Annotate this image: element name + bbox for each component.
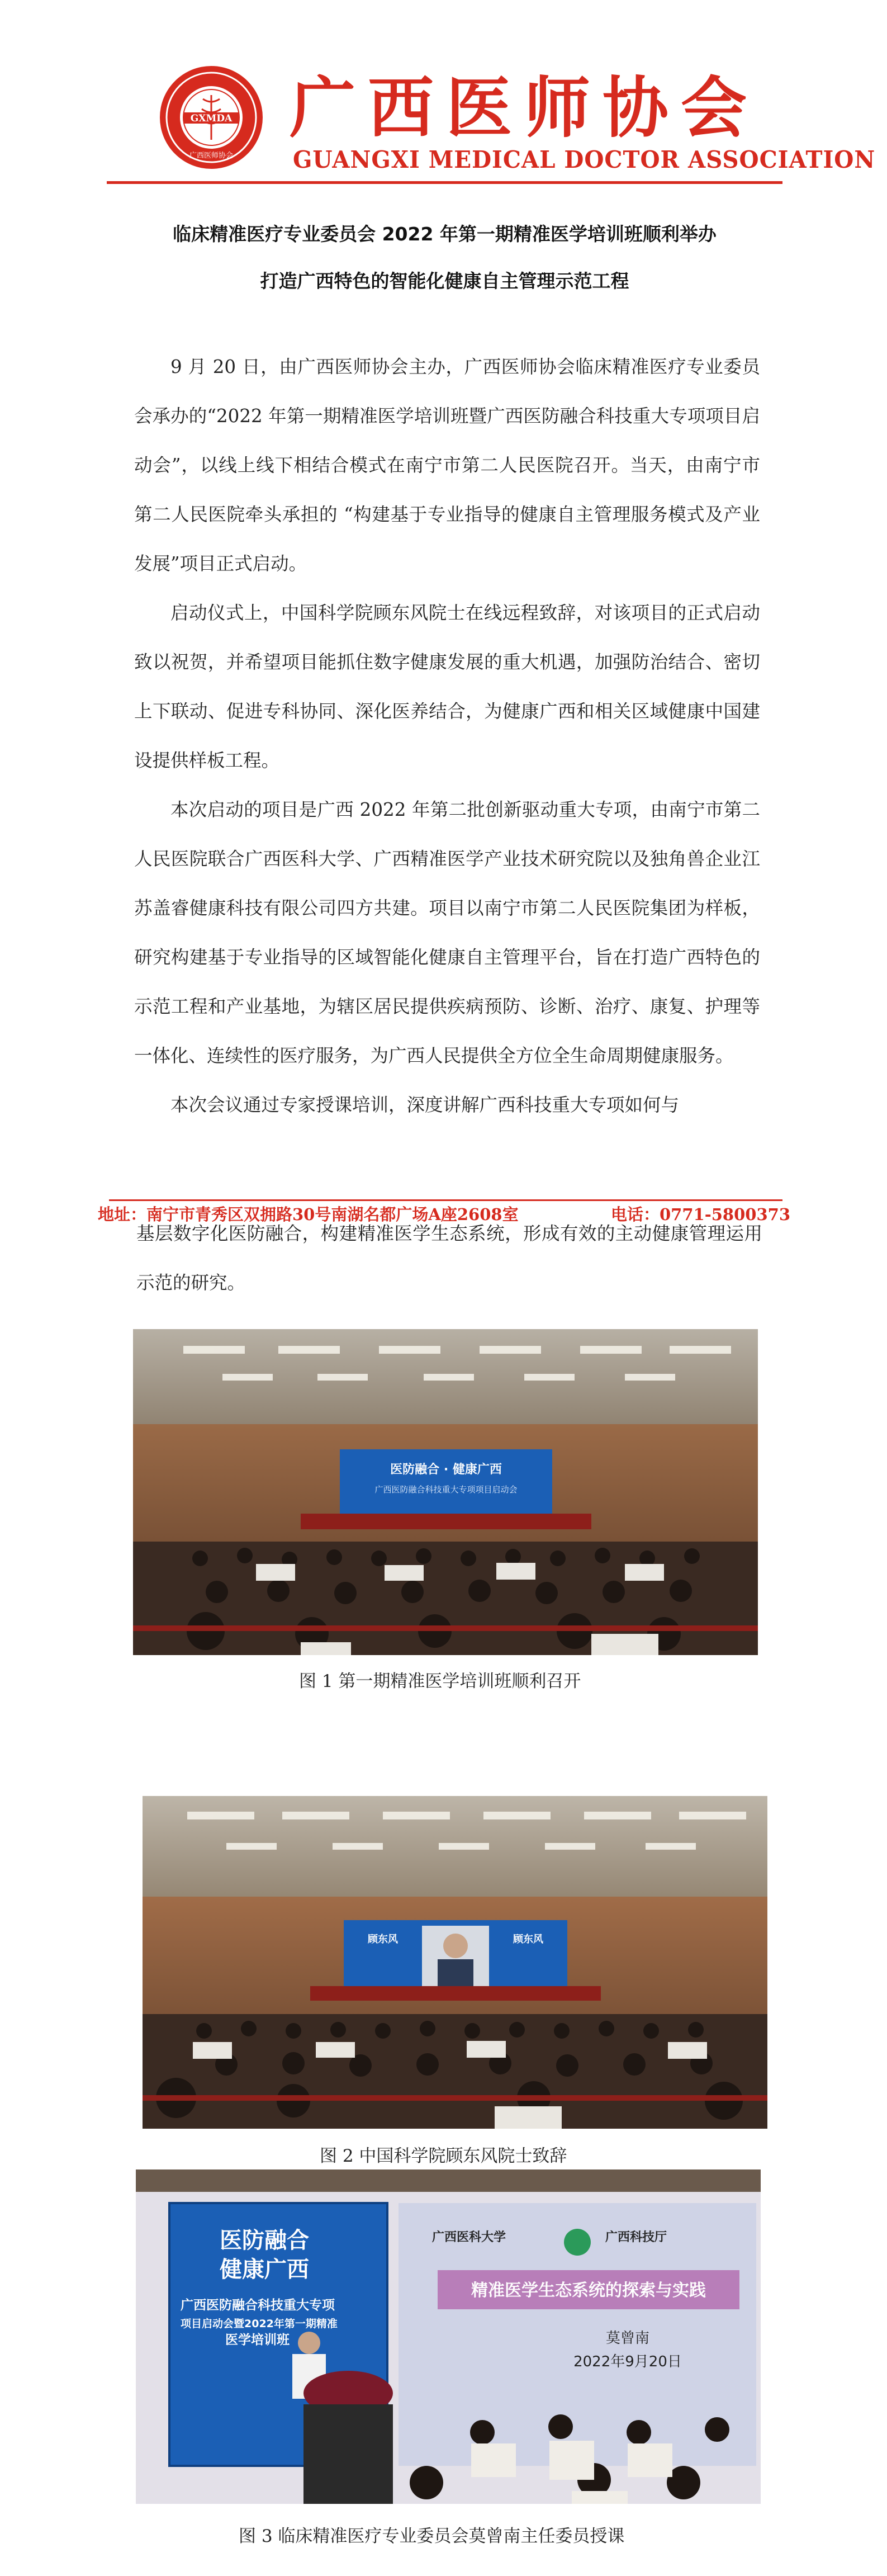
fig1-screen-subtitle: 广西医防融合科技重大专项项目启动会	[374, 1485, 518, 1495]
fig3-board-line5: 医学培训班	[225, 2333, 290, 2347]
paragraph-4: 本次会议通过专家授课培训，深度讲解广西科技重大专项如何与	[170, 1094, 680, 1116]
figure-1-caption: 图 1 第一期精准医学培训班顺利召开	[299, 1671, 581, 1691]
org-name-en: GUANGXI MEDICAL DOCTOR ASSOCIATION	[293, 146, 876, 173]
logo-abbrev: GXMDA	[190, 113, 233, 124]
footer-address: 地址：南宁市青秀区双拥路30号南湖名都广场A座2608室	[98, 1205, 519, 1224]
figure-2-photo	[143, 1796, 767, 2129]
article-title-line1: 临床精准医疗专业委员会 2022 年第一期精准医学培训班顺利举办	[173, 223, 717, 245]
figure-2-caption: 图 2 中国科学院顾东风院士致辞	[320, 2146, 567, 2166]
article-title-line2: 打造广西特色的智能化健康自主管理示范工程	[260, 270, 629, 292]
fig3-board-line4: 项目启动会暨2022年第一期精准	[181, 2318, 338, 2330]
logo-bottom-text: 广西医师协会	[189, 152, 234, 160]
fig1-screen-title: 医防融合 · 健康广西	[390, 1463, 502, 1477]
footer-divider	[109, 1199, 782, 1201]
paragraph-continuation: 基层数字化医防融合，构建精准医学生态系统，形成有效的主动健康管理运用示范的研究。	[136, 1223, 762, 1293]
figure-3-photo	[136, 2169, 761, 2504]
association-logo	[158, 64, 264, 171]
fig3-board-line1: 医防融合	[220, 2228, 309, 2253]
paragraph-2: 启动仪式上，中国科学院顾东风院士在线远程致辞，对该项目的正式启动致以祝贺，并希望项目能抓住数字健康发展的重大机遇，加强防治结合、密切上下联动、促进专科协同、深化医养结合，为健康广西和相关区域健康中国建设提供样板工程。	[134, 602, 760, 771]
fig3-board-line3: 广西医防融合科技重大专项	[181, 2298, 335, 2313]
fig3-board-line2: 健康广西	[220, 2257, 309, 2282]
footer-phone: 电话：0771-5800373	[611, 1205, 790, 1224]
header-divider	[107, 181, 782, 184]
fig3-slide-author: 莫曾南	[605, 2330, 650, 2347]
figure-3-caption: 图 3 临床精准医疗专业委员会莫曾南主任委员授课	[239, 2526, 625, 2546]
fig2-speaker-label-left: 顾东风	[368, 1934, 398, 1945]
paragraph-3: 本次启动的项目是广西 2022 年第二批创新驱动重大专项，由南宁市第二人民医院联合广西医科大学、广西精准医学产业技术研究院以及独角兽企业江苏盖睿健康科技有限公司四方共建。项目以南宁市第二人民医院集团为样板，研究构建基于专业指导的区域智能化健康自主管理平台，旨在打造广西特色的示范工程和产业基地，为辖区居民提供疾病预防、诊断、治疗、康复、护理等一体化、连续性的医疗服务，为广西人民提供全方位全生命周期健康服务。	[134, 799, 760, 1066]
fig2-speaker-label-right: 顾东风	[513, 1934, 543, 1945]
fig3-hospital-label: 广西科技厅	[605, 2230, 667, 2244]
fig3-slide-title: 精准医学生态系统的探索与实践	[471, 2281, 706, 2300]
figure-1-photo	[133, 1329, 758, 1655]
org-name-cn: 广西医师协会	[290, 69, 760, 146]
paragraph-1: 9 月 20 日，由广西医师协会主办，广西医师协会临床精准医疗专业委员会承办的“2022 年第一期精准医学培训班暨广西医防融合科技重大专项项目启动会”，以线上线下相结合模式在南宁市第二人民医院召开。当天，由南宁市第二人民医院牵头承担的 “构建基于专业指导的健康自主管理服务模式及产业发展”项目正式启动。	[134, 356, 760, 574]
fig3-univ-label: 广西医科大学	[432, 2230, 506, 2244]
fig3-slide-date: 2022年9月20日	[573, 2353, 682, 2370]
